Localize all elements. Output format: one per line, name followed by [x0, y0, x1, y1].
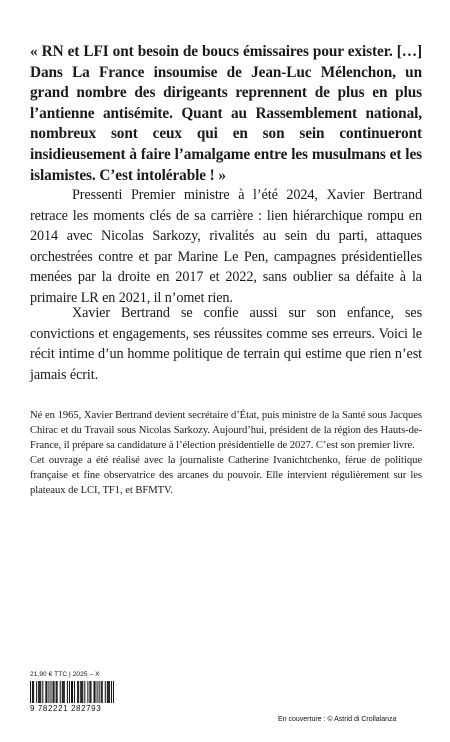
- barcode-bar: [63, 681, 64, 703]
- barcode-bar: [101, 681, 102, 703]
- barcode-bar: [109, 681, 110, 703]
- barcode-bar: [97, 681, 98, 703]
- barcode-bar: [95, 681, 96, 703]
- barcode-bar: [113, 681, 114, 703]
- barcode-bar: [111, 681, 112, 703]
- barcode-icon: [30, 681, 114, 703]
- barcode-bar: [40, 681, 41, 703]
- barcode-bar: [67, 681, 68, 703]
- bio-paragraph-2: Cet ouvrage a été réalisé avec la journaliste Catherine Ivanichtchenko, férue de politique française et fine observatrice des arcanes du pouvoir. Elle intervient régulièrement sur les plateaux de LCI, TF1, et BFMTV.: [30, 454, 422, 496]
- barcode-bar: [60, 681, 61, 703]
- barcode-bar: [56, 681, 57, 703]
- barcode-bar: [108, 681, 109, 703]
- price-label: 21,90 € TTC | 2025 – X: [30, 671, 100, 678]
- barcode-bar: [78, 681, 79, 703]
- summary-paragraph-1: Pressenti Premier ministre à l’été 2024, Xavier Bertrand retrace les moments clés de sa carrière : lien hiérarchique rompu en 2014 avec Nicolas Sarkozy, rivalités au sein du parti, attaques orchestrées contre et par Marine Le Pen, campagnes présidentielles menées par la droite en 2017 et 2022, sans oublier sa défaite à la primaire LR en 2021, il n’omet rien.: [30, 187, 422, 306]
- barcode-bar: [105, 681, 106, 703]
- barcode-bar: [33, 681, 34, 703]
- summary-paragraph-2: Xavier Bertrand se confie aussi sur son enfance, ses convictions et engagements, ses réussites comme ses erreurs. Voici le récit intime d’un homme politique de terrain qui estime que rien n’est jamais écrit.: [30, 305, 422, 383]
- barcode-block: [30, 671, 130, 713]
- barcode-bar: [80, 681, 81, 703]
- barcode-bar: [45, 681, 46, 703]
- barcode-bar: [81, 681, 82, 703]
- barcode-bar: [94, 681, 95, 703]
- barcode-bar: [36, 681, 37, 703]
- barcode-bar: [53, 681, 54, 703]
- barcode-bar: [74, 681, 75, 703]
- barcode-bar: [62, 681, 63, 703]
- barcode-bar: [102, 681, 103, 703]
- bio-paragraph-1: Né en 1965, Xavier Bertrand devient secrétaire d’État, puis ministre de la Santé sous Jacques Chirac et du Travail sous Nicolas Sarkozy. Aujourd’hui, président de la région des Hauts-de-France, il prépare sa candidature à l’élection présidentielle de 2027. C’est son premier livre.: [30, 410, 422, 451]
- barcode-bar: [48, 681, 49, 703]
- barcode-bar: [71, 681, 72, 703]
- barcode-bar: [57, 681, 58, 703]
- barcode-bar: [90, 681, 91, 703]
- barcode-bar: [69, 681, 70, 703]
- barcode-bar: [84, 681, 85, 703]
- barcode-bar: [77, 681, 78, 703]
- barcode-bar: [39, 681, 40, 703]
- barcode-bar: [30, 681, 31, 703]
- cover-credit: En couverture : © Astrid di Crollalanza: [278, 716, 397, 723]
- barcode-bar: [32, 681, 33, 703]
- barcode-bar: [72, 681, 73, 703]
- barcode-bar: [54, 681, 55, 703]
- author-bio: [30, 409, 422, 498]
- barcode-bar: [50, 681, 51, 703]
- barcode-bar: [87, 681, 88, 703]
- isbn-number: 9 782221 282793: [30, 704, 102, 713]
- barcode-bar: [46, 681, 47, 703]
- barcode-bar: [64, 681, 65, 703]
- barcode-bar: [82, 681, 83, 703]
- barcode-bar: [38, 681, 39, 703]
- barcode-bar: [89, 681, 90, 703]
- barcode-bar: [107, 681, 108, 703]
- barcode-bar: [42, 681, 43, 703]
- back-cover-quote: « RN et LFI ont besoin de boucs émissaires pour exister. […] Dans La France insoumise de Jean-Luc Mélenchon, un grand nombre des dirigeants reprennent de plus en plus l’antienne antisémite. Quant au Rassemblement national, nombreux sont ceux qui en son sein continueront insidieusement à faire l’amalgame entre les musulmans et les islamistes. C’est intolérable ! »: [30, 43, 422, 184]
- barcode-bar: [99, 681, 100, 703]
